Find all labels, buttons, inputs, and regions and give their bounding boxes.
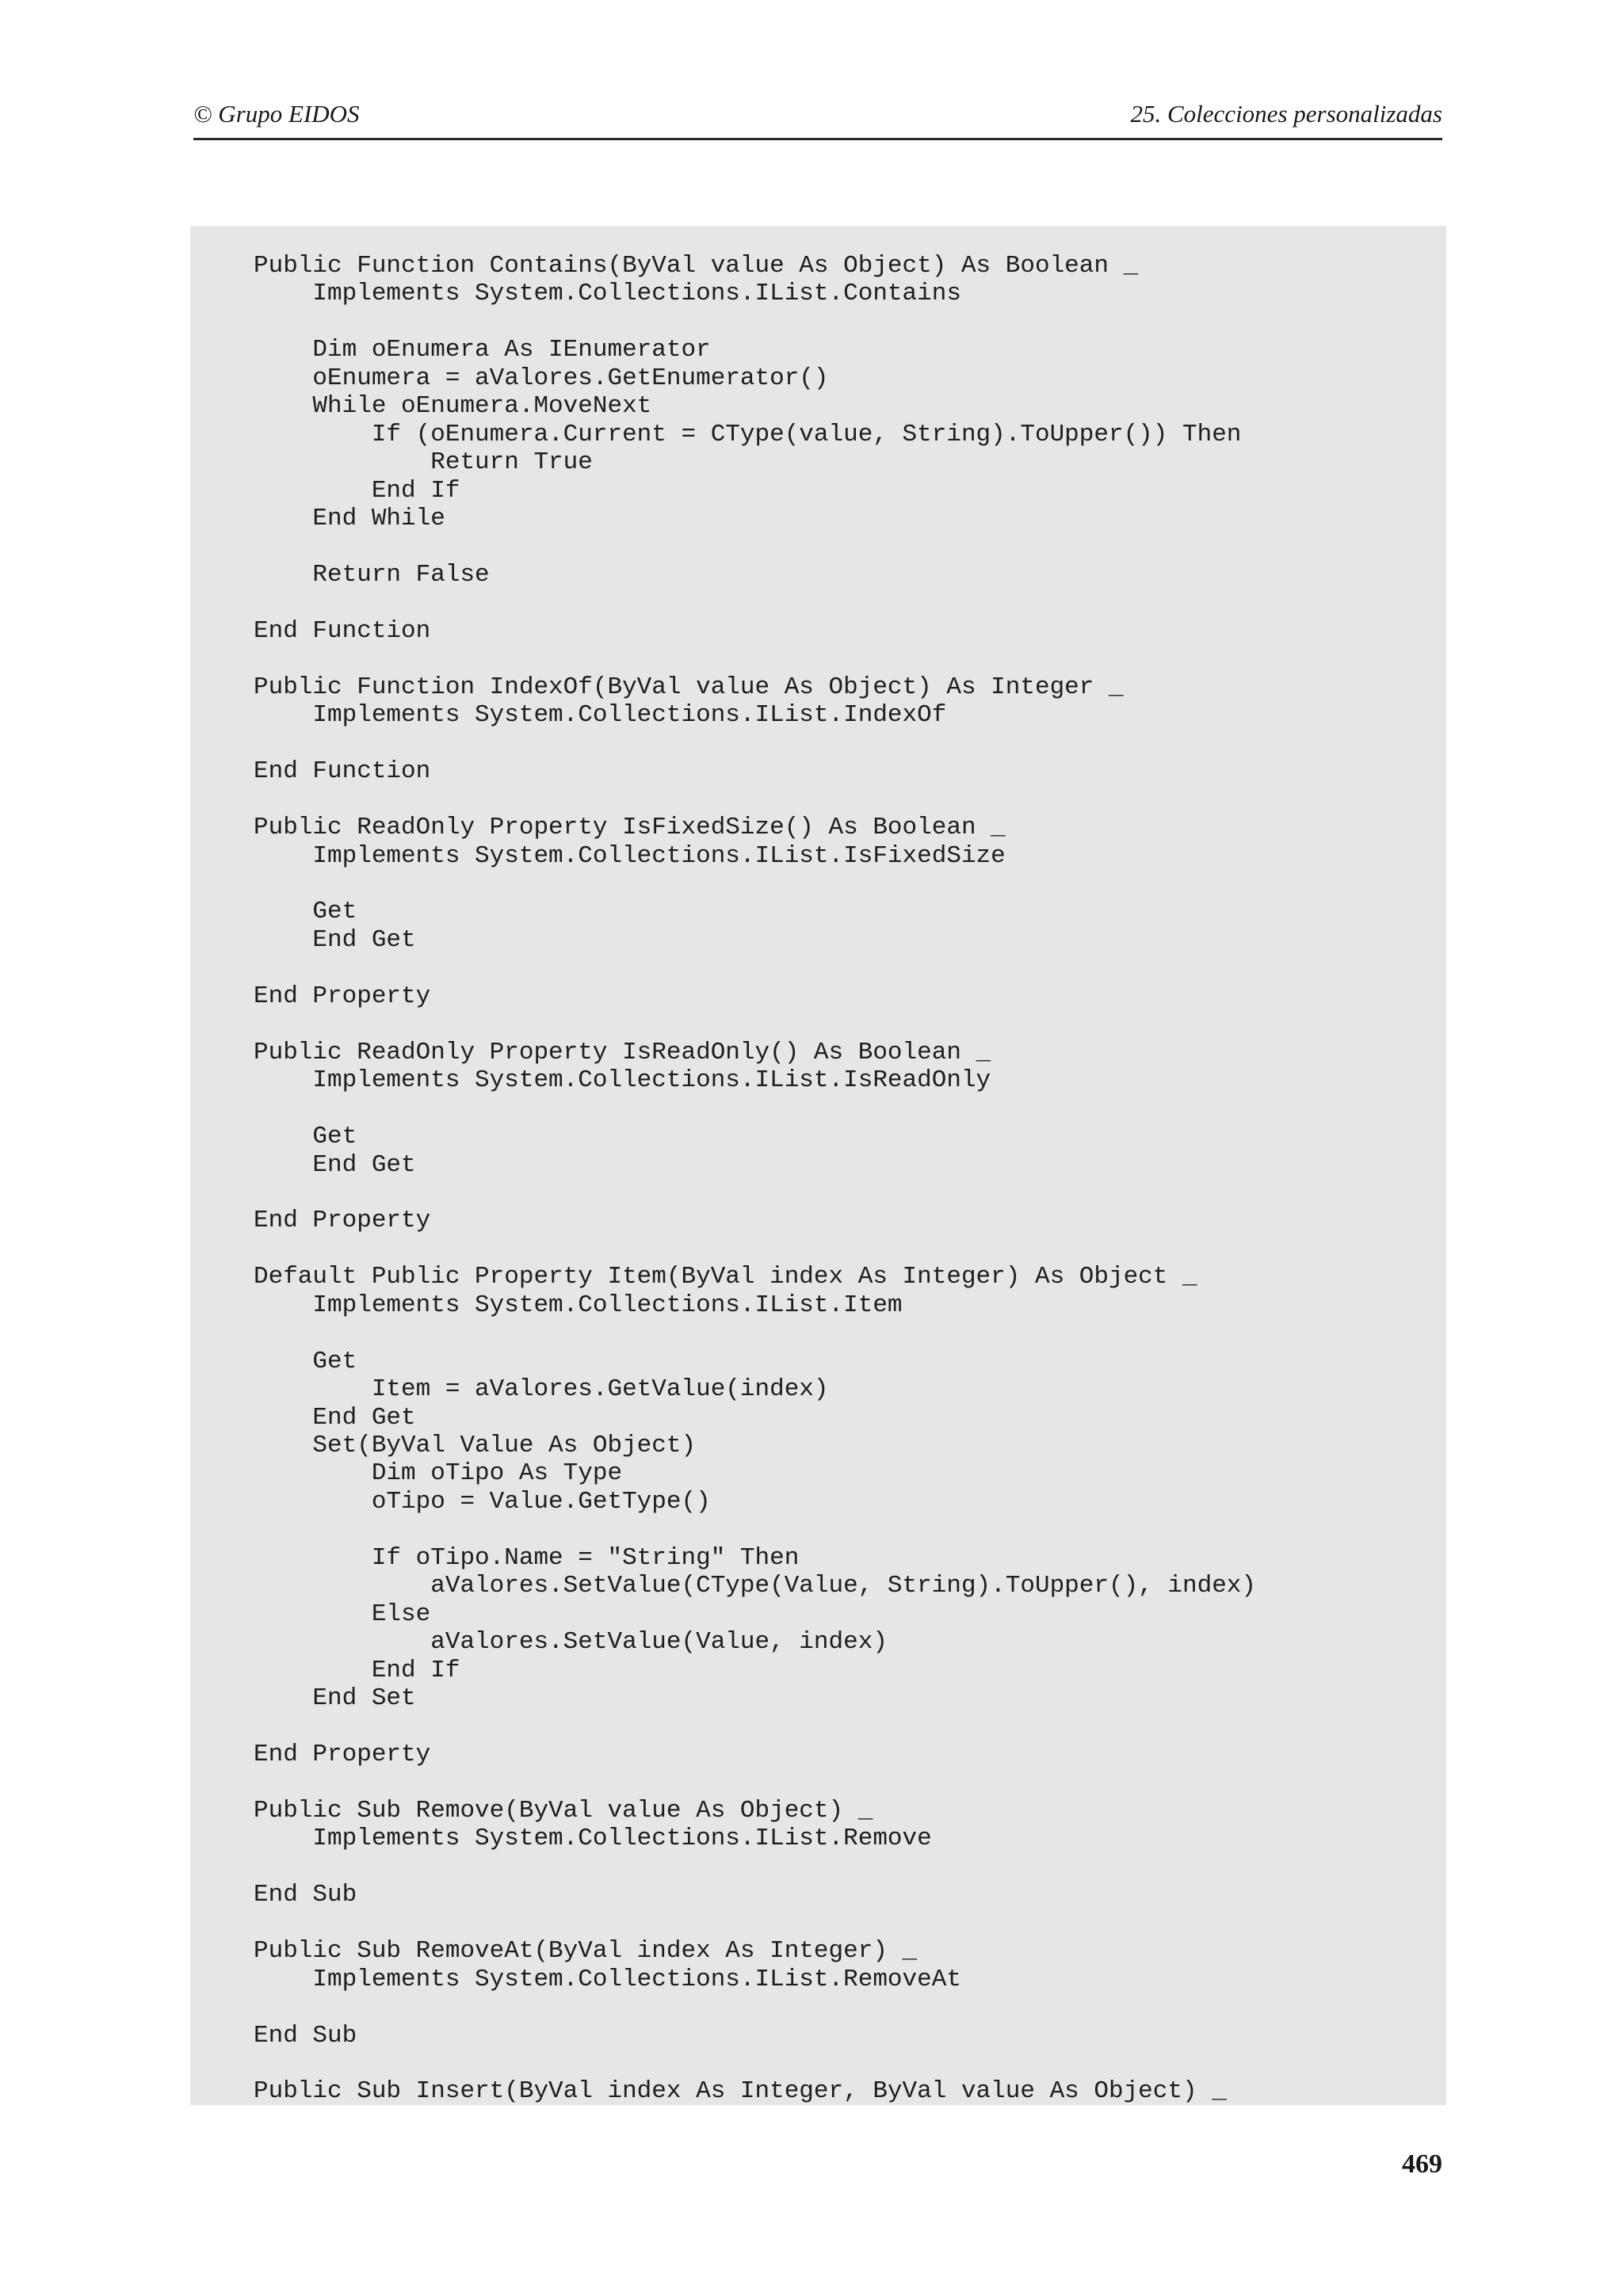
header-chapter-title: 25. Colecciones personalizadas [1130, 100, 1442, 128]
page-header [193, 93, 1442, 140]
header-publisher: © Grupo EIDOS [193, 100, 360, 128]
code-text: Public Function Contains(ByVal value As Object) As Boolean _ Implements System.Collections.IList.Contains Dim oEnumera As IEnumerator oEnumera = aValores.GetEnumerator() While oEnumera.MoveNext If (oEnumera.Current = CType(value, String).ToUpper()) Then Return True End If End While Return False End Function Public Function IndexOf(ByVal value As Object) As Integer _ Implements System.Collections.IList.IndexOf End Function Public ReadOnly Property IsFixedSize() As Boolean _ Implements System.Collections.IList.IsFixedSize Get End Get End Property Public ReadOnly Property IsReadOnly() As Boolean _ Implements System.Collections.IList.IsReadOnly Get End Get End Property Default Public Property Item(ByVal index As Integer) As Object _ Implements System.Collections.IList.Item Get Item = aValores.GetValue(index) End Get Set(ByVal Value As Object) Dim oTipo As Type oTipo = Value.GetType() If oTipo.Name = "String" Then aValores.SetValue(CType(Value, String).ToUpper(), index) Else aValores.SetValue(Value, index) End If End Set End Property Public Sub Remove(ByVal value As Object) _ Implements System.Collections.IList.Remove End Sub Public Sub RemoveAt(ByVal index As Integer) _ Implements System.Collections.IList.RemoveAt End Sub Public Sub Insert(ByVal index As Integer, ByVal value As Object) _ [254, 252, 1257, 2105]
page-number: 469 [1402, 2149, 1442, 2179]
code-listing [190, 226, 1446, 2105]
